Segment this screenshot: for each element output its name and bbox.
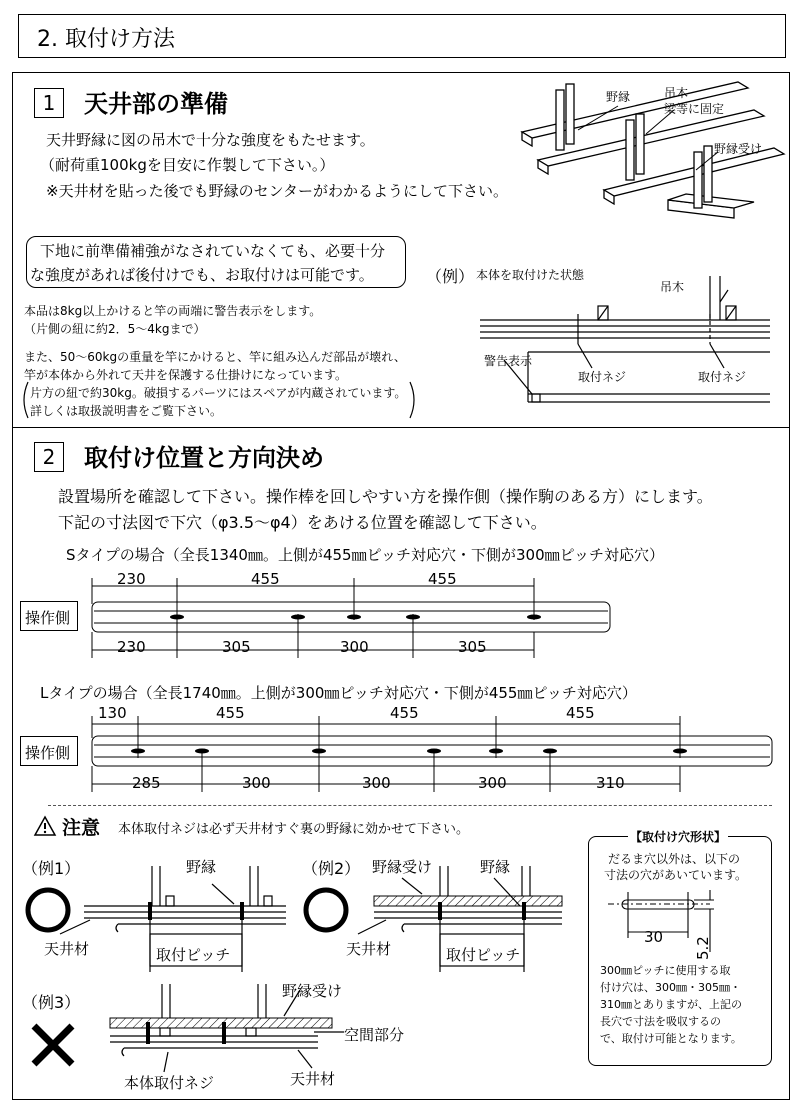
section1-para1: 天井野縁に図の吊木で十分な強度をもたせます。 [46, 131, 375, 149]
caution-divider [48, 805, 772, 806]
l-bottom-dim-3: 300 [362, 774, 391, 792]
hole-para1: 300㎜ピッチに使用する取 [600, 964, 731, 977]
hole-line2: 寸法の穴があいています。 [604, 868, 748, 882]
l-type-dimension-figure [80, 712, 780, 798]
hole-para2: 付け穴は、300㎜・305㎜・ [600, 981, 741, 994]
warn-line3: また、50～60kgの重量を竿にかけると、竿に組み込んだ部品が壊れ、 [24, 350, 406, 364]
ex2-nobuchiuke: 野縁受け [372, 858, 433, 876]
chapter-title-box [18, 14, 786, 58]
ex1-tenjou: 天井材 [44, 940, 90, 958]
hole-line1: だるま穴以外は、以下の [608, 852, 741, 866]
s-bottom-dim-4: 305 [458, 638, 487, 656]
warn-line4: 竿が本体から外れて天井を保護する仕掛けになっています。 [24, 368, 348, 382]
s-side-label-box [20, 601, 78, 631]
section2-para1: 設置場所を確認して下さい。操作棒を回しやすい方を操作側（操作駒のある方）にします。 [58, 487, 713, 506]
l-top-dim-3: 455 [390, 704, 419, 722]
s-top-dim-2: 455 [251, 570, 280, 588]
s-type-title: Sタイプの場合（全長1340㎜。上側が455㎜ピッチ対応穴・下側が300㎜ピッチ対応穴） [66, 546, 665, 564]
ex3-cross-icon [30, 1022, 76, 1068]
example-tsurigi: 吊木 [660, 280, 685, 294]
installed-example-figure [474, 290, 774, 415]
ex2-pitch: 取付ピッチ [446, 946, 521, 964]
notice-line1: 下地に前準備補強がなされていなくても、必要十分 [40, 242, 386, 260]
warn-line5: 片方の紐で約30kg。破損するパーツにはスペアが内蔵されています。 [30, 386, 407, 400]
example-neji2: 取付ネジ [698, 370, 747, 384]
ex2-tenjou: 天井材 [346, 940, 392, 958]
caution-ex3: （例3） [22, 993, 81, 1012]
warn-line6: 詳しくは取扱説明書をご覧下さい。 [30, 404, 223, 418]
example-neji1: 取付ネジ [578, 370, 627, 384]
caution-text: 本体取付ネジは必ず天井材すぐ裏の野縁に効かせて下さい。 [118, 822, 470, 837]
ex1-pitch: 取付ピッチ [156, 946, 231, 964]
l-bottom-dim-1: 285 [132, 774, 161, 792]
section2-para2: 下記の寸法図で下穴（φ3.5～φ4）をあける位置を確認して下さい。 [58, 513, 547, 532]
ex2-figure [298, 876, 568, 966]
l-top-dim-4: 455 [566, 704, 595, 722]
ex3-tenjou: 天井材 [290, 1070, 336, 1088]
ex3-figure [104, 980, 344, 1080]
hole-para5: で、取付け可能となります。 [600, 1032, 742, 1045]
s-bottom-dim-2: 305 [222, 638, 251, 656]
hole-title: 【取付け穴形状】 [630, 830, 727, 844]
example-caption: 本体を取付けた状態 [476, 268, 585, 282]
ex1-nobuchi: 野縁 [186, 858, 217, 876]
section1-para2: （耐荷重100kgを目安に作製して下さい。） [40, 156, 335, 174]
s-side-label: 操作側 [25, 609, 71, 627]
l-type-title: Lタイプの場合（全長1740㎜。上側が300㎜ピッチ対応穴・下側が455㎜ピッチ対応穴） [40, 684, 637, 702]
ex2-nobuchi: 野縁 [480, 858, 511, 876]
l-side-label-box [20, 736, 78, 766]
hole-dim-h: 5.2 [694, 936, 712, 960]
section1-para3: ※天井材を貼った後でも野縁のセンターがわかるようにして下さい。 [46, 182, 508, 200]
warn-line2: （片側の紐に約2．5～4kgまで） [24, 322, 206, 336]
caution-ex2: （例2） [302, 859, 361, 878]
section2-number: 2 [34, 442, 64, 472]
s-top-dim-3: 455 [428, 570, 457, 588]
ex3-kuukan: 空間部分 [344, 1026, 405, 1044]
example-prefix: （例） [426, 267, 475, 286]
ex3-nobuchiuke: 野縁受け [282, 982, 343, 1000]
notice-line2: な強度があれば後付けでも、お取付けは可能です。 [30, 266, 374, 284]
caution-title: 注意 [62, 817, 101, 839]
l-side-label: 操作側 [25, 744, 71, 762]
caution-warning-icon [34, 816, 56, 836]
warn-brackets [20, 380, 420, 420]
fig-label-hari: 梁等に固定 [664, 102, 725, 116]
s-bottom-dim-1: 230 [117, 638, 146, 656]
section1-number: 1 [34, 88, 64, 118]
l-bottom-dim-5: 310 [596, 774, 625, 792]
l-bottom-dim-4: 300 [478, 774, 507, 792]
example-keikoku: 警告表示 [484, 354, 533, 368]
s-bottom-dim-3: 300 [340, 638, 369, 656]
ex3-neji: 本体取付ネジ [124, 1074, 215, 1092]
l-bottom-dim-2: 300 [242, 774, 271, 792]
ex1-figure [20, 876, 290, 966]
caution-ex1: （例1） [22, 859, 81, 878]
hole-dim-w: 30 [644, 928, 664, 946]
warn-line1: 本品は8kg以上かけると竿の両端に警告表示をします。 [24, 304, 322, 318]
fig-label-nobuchi: 野縁 [606, 90, 631, 104]
section1-title: 天井部の準備 [84, 90, 228, 118]
fig-label-nobuchiuke: 野縁受け [714, 142, 763, 156]
s-top-dim-1: 230 [117, 570, 146, 588]
chapter-title: 2. 取付け方法 [37, 27, 175, 52]
section2-title: 取付け位置と方向決め [84, 444, 324, 472]
l-top-dim-2: 455 [216, 704, 245, 722]
hole-para4: 長穴で寸法を吸収するの [600, 1015, 721, 1028]
l-top-dim-1: 130 [98, 704, 127, 722]
fig-label-tsurigi: 吊木 [664, 86, 689, 100]
hole-para3: 310㎜とありますが、上記の [600, 998, 742, 1011]
section-divider [12, 427, 790, 428]
